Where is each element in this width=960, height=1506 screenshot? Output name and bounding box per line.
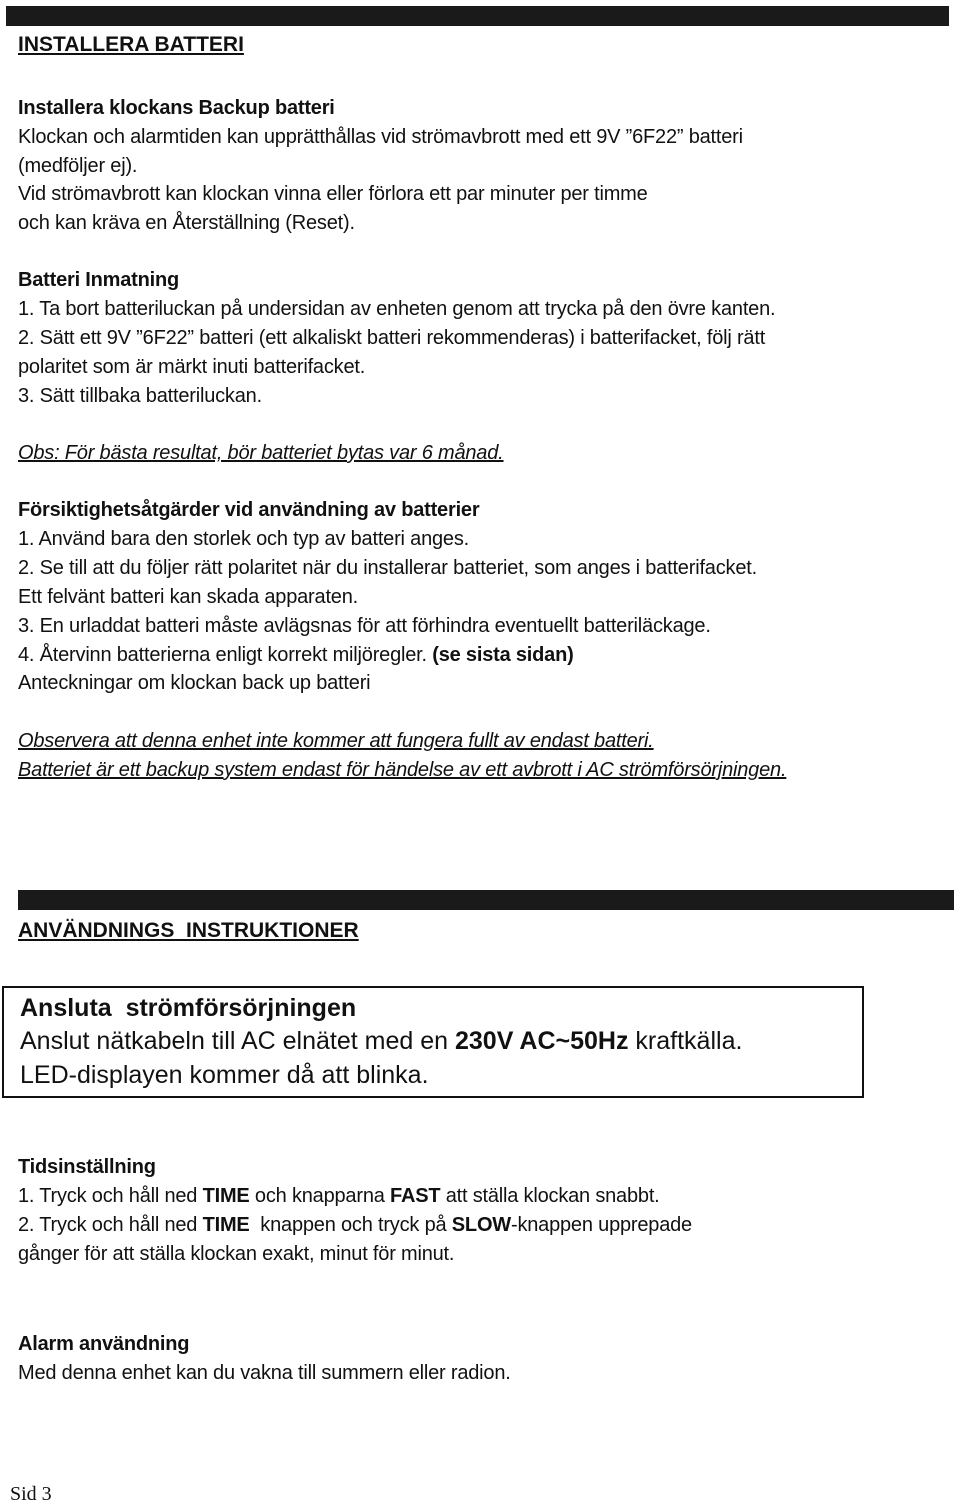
time-setting-title: Tidsinställning: [18, 1156, 156, 1178]
precaution-4-ref: (se sista sidan): [432, 644, 574, 666]
header-bar: [6, 6, 949, 26]
precaution-line: 2. Se till att du följer rätt polaritet när du installerar batteriet, som anges i batterifacket.: [18, 557, 757, 579]
backup-line: och kan kräva en Återställning (Reset).: [18, 212, 355, 234]
time-key: TIME: [202, 1185, 250, 1207]
insert-line: 3. Sätt tillbaka batteriluckan.: [18, 385, 262, 407]
battery-heading: INSTALLERA BATTERI: [18, 33, 244, 56]
power-box-line: [20, 1027, 742, 1056]
text: att ställa klockan snabbt.: [440, 1185, 660, 1207]
precaution-line: Ett felvänt batteri kan skada apparaten.: [18, 586, 358, 608]
insert-line: polaritet som är märkt inuti batterifacket.: [18, 356, 366, 378]
time-setting-line: gånger för att ställa klockan exakt, minut för minut.: [18, 1243, 455, 1265]
warning-line: Observera att denna enhet inte kommer att fungera fullt av endast batteri.: [18, 730, 654, 752]
section-bar: [18, 890, 954, 910]
text: knappen och tryck på: [254, 1214, 452, 1236]
insert-line: 1. Ta bort batteriluckan på undersidan av enheten genom att trycka på den övre kanten.: [18, 298, 776, 320]
text: 1. Tryck och håll ned: [18, 1185, 203, 1207]
usage-heading: ANVÄNDNINGS INSTRUKTIONER: [18, 919, 359, 942]
alarm-title: Alarm användning: [18, 1333, 190, 1355]
power-line-pre: Anslut nätkabeln till AC elnätet med en: [20, 1027, 455, 1055]
insert-title: Batteri Inmatning: [18, 269, 180, 291]
fast-key: FAST: [390, 1185, 441, 1207]
power-line-post: kraftkälla.: [628, 1027, 743, 1055]
power-box-line: LED-displayen kommer då att blinka.: [20, 1061, 429, 1089]
power-box-title: Ansluta strömförsörjningen: [20, 994, 357, 1022]
precaution-line: 3. En urladdat batteri måste avlägsnas för att förhindra eventuellt batteriläckage.: [18, 615, 711, 637]
precaution-line: 1. Använd bara den storlek och typ av batteri anges.: [18, 528, 470, 550]
backup-line: Vid strömavbrott kan klockan vinna eller förlora ett par minuter per timme: [18, 183, 648, 205]
backup-title: Installera klockans Backup batteri: [18, 97, 335, 119]
battery-note: Obs: För bästa resultat, bör batteriet bytas var 6 månad.: [18, 442, 504, 464]
text: 2. Tryck och håll ned: [18, 1214, 203, 1236]
time-setting-line: [18, 1182, 660, 1211]
insert-line: 2. Sätt ett 9V ”6F22” batteri (ett alkaliskt batteri rekommenderas) i batterifacket, följ rätt: [18, 327, 766, 349]
slow-key: SLOW: [451, 1214, 511, 1236]
power-supply-box: [2, 986, 864, 1098]
precaution-line-4: [18, 641, 574, 670]
text: -knappen upprepade: [510, 1214, 692, 1236]
backup-line: Klockan och alarmtiden kan upprätthållas vid strömavbrott med ett 9V ”6F22” batteri: [18, 126, 743, 148]
page-number: Sid 3: [10, 1483, 52, 1505]
warning-line: Batteriet är ett backup system endast för händelse av ett avbrott i AC strömförsörjningen.: [18, 759, 787, 781]
text: och knapparna: [249, 1185, 391, 1207]
precautions-title: Försiktighetsåtgärder vid användning av batterier: [18, 499, 480, 521]
time-setting-line: [18, 1211, 692, 1240]
power-line-bold: 230V AC~50Hz: [455, 1027, 629, 1055]
alarm-line: Med denna enhet kan du vakna till summern eller radion.: [18, 1362, 511, 1384]
backup-line: (medföljer ej).: [18, 155, 138, 177]
notes-line: Anteckningar om klockan back up batteri: [18, 672, 371, 694]
time-key: TIME: [202, 1214, 255, 1236]
precaution-4-text: 4. Återvinn batterierna enligt korrekt miljöregler.: [18, 644, 427, 666]
